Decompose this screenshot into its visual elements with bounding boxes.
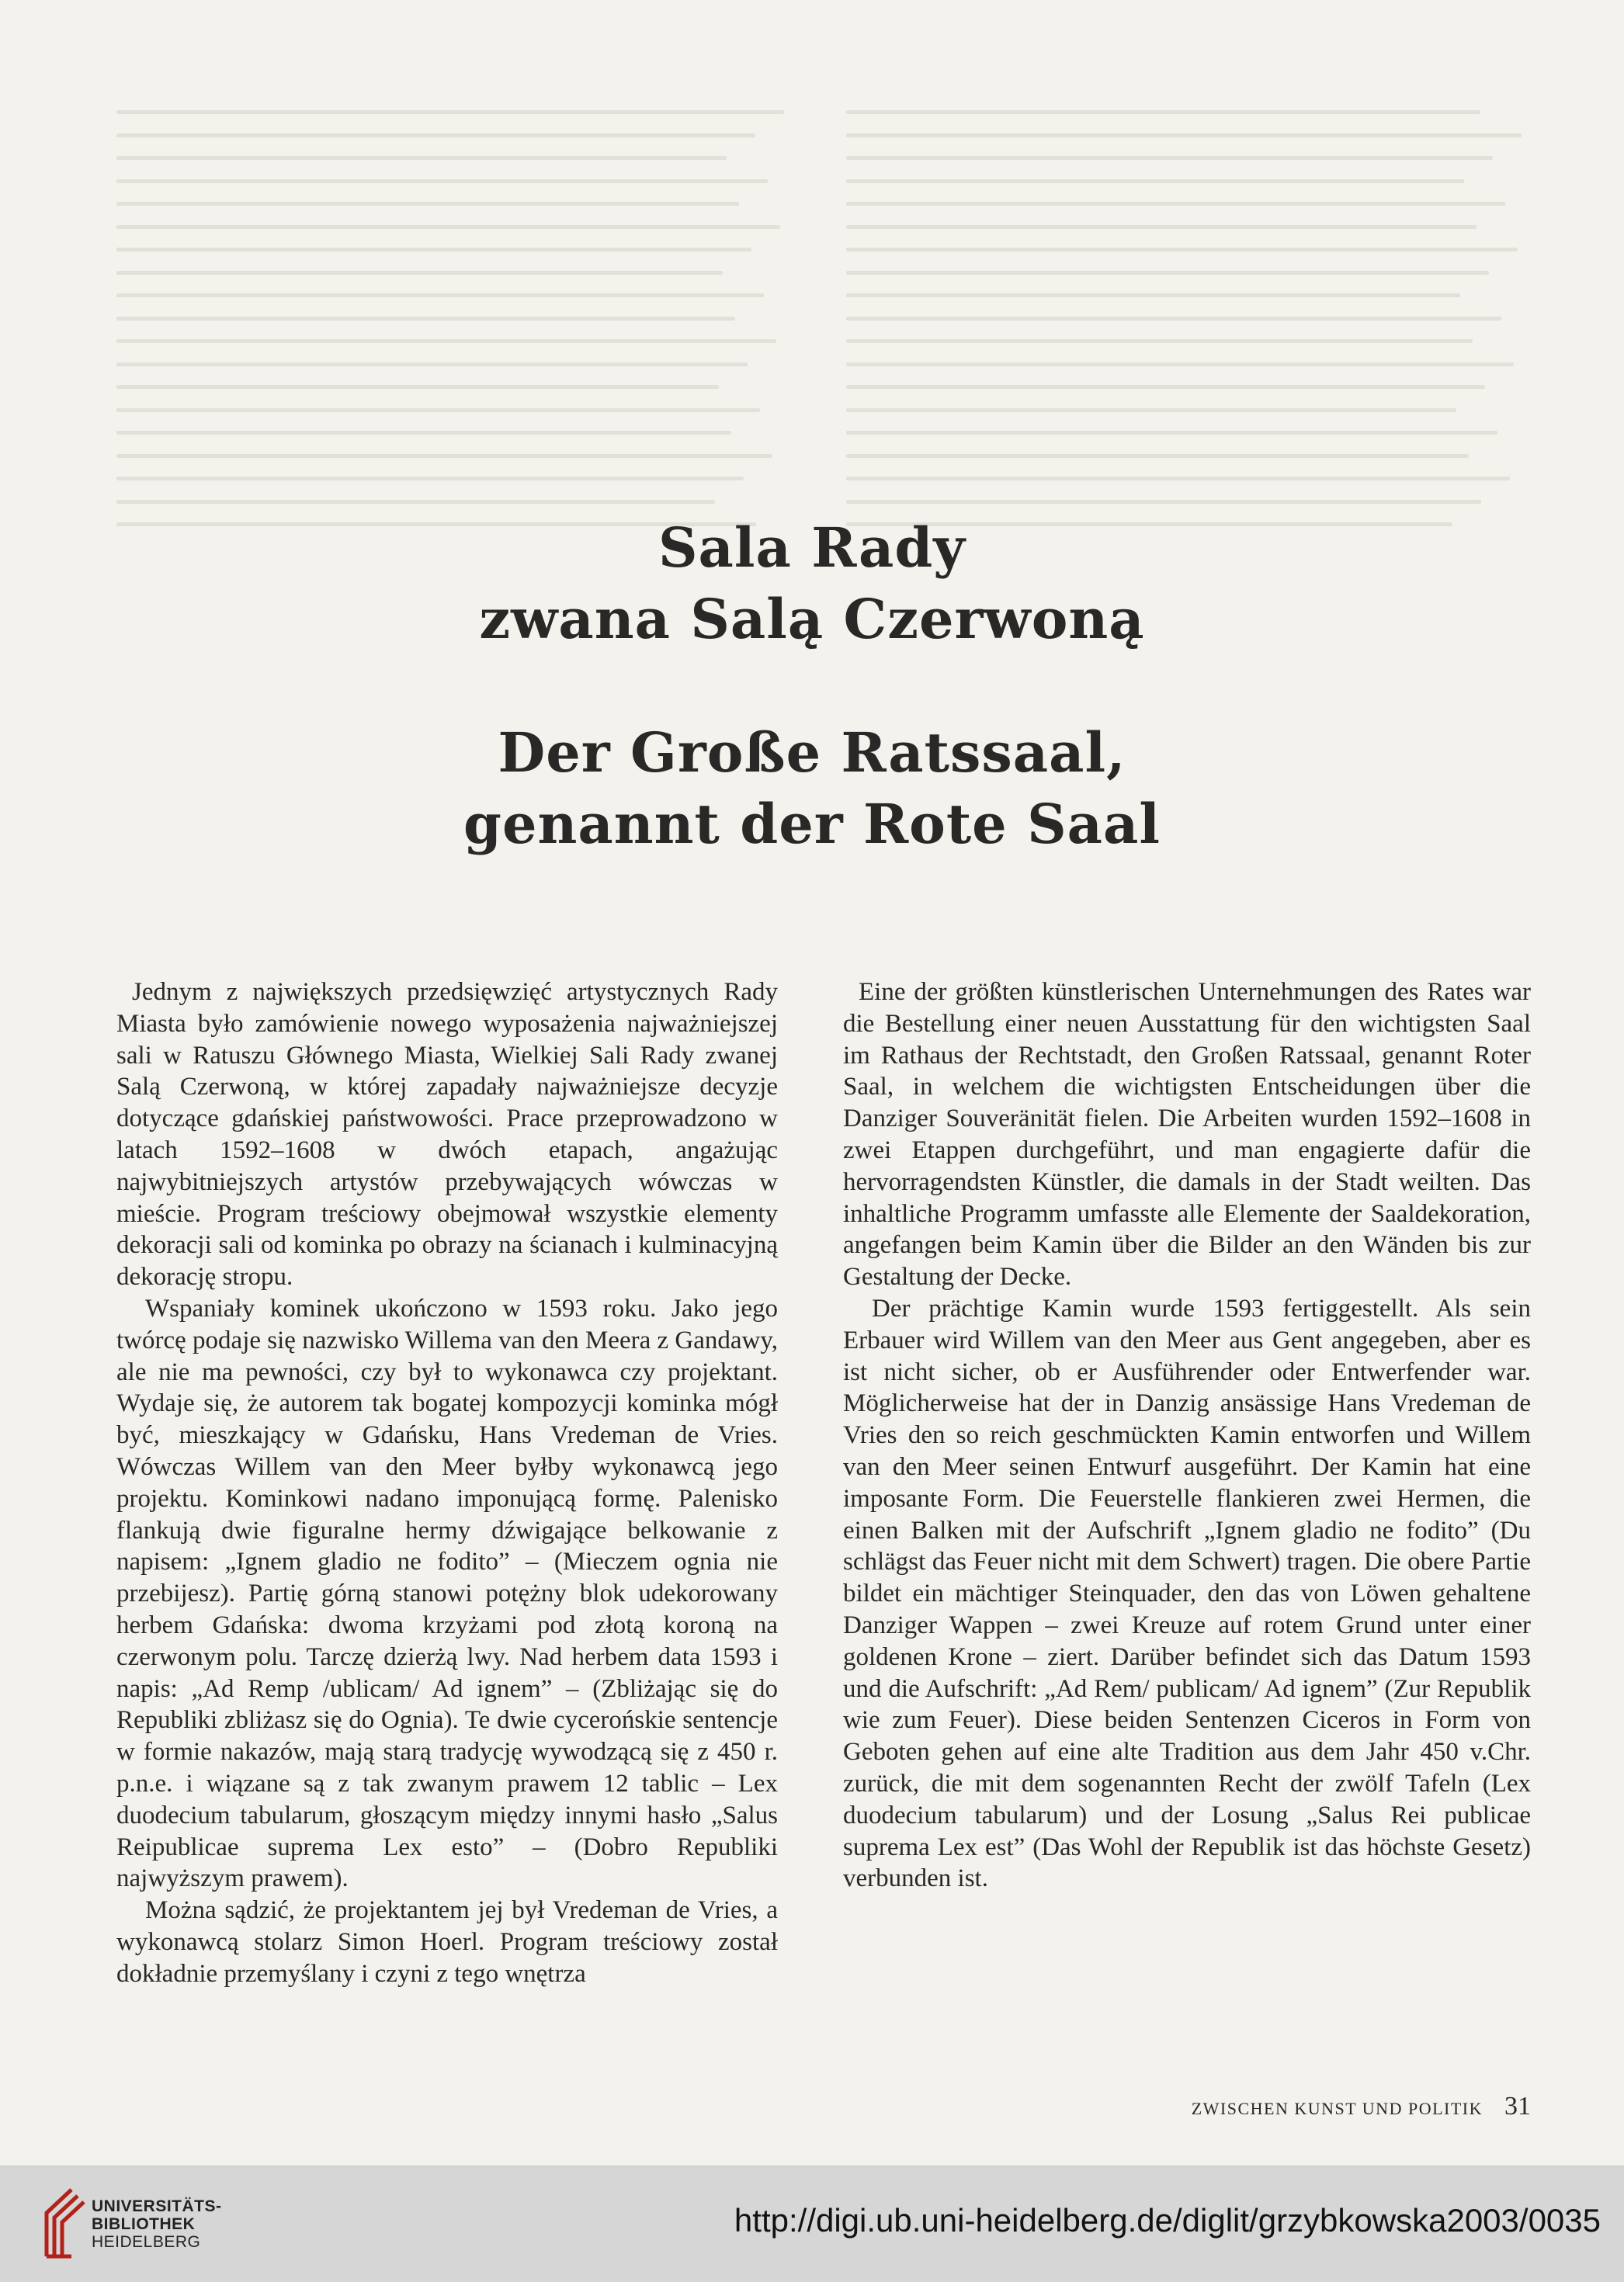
show-through-line <box>116 339 776 343</box>
show-through-line <box>846 362 1514 366</box>
show-through-line <box>846 156 1493 160</box>
polish-text-column <box>116 976 778 1990</box>
german-text-column <box>843 976 1531 1895</box>
library-name-line-2: BIBLIOTHEK <box>92 2215 196 2233</box>
show-through-line <box>116 362 748 366</box>
title-german <box>0 717 1624 860</box>
page-footer <box>1192 2092 1531 2121</box>
polish-paragraph-1: Jednym z największych przedsięwzięć artystycznych Rady Miasta było zamówienie nowego wyposażenia najważniejszej sali w Ratuszu Głównego Miasta, Wielkiej Sali Rady zwanej Salą Czerwoną, w której zapadały najważniejsze decyzje dotyczące gdańskiej państwowości. Prace przeprowadzono w latach 1592–1608 w dwóch etapach, angażując najwybitniejszych artystów przebywających wówczas w mieście. Program treściowy obejmował wszystkie elementy dekoracji sali od kominka po obrazy na ścianach i kulminacyjną dekorację stropu. <box>116 978 778 1292</box>
ub-heidelberg-logo-icon <box>40 2185 87 2263</box>
show-through-line <box>116 225 780 229</box>
show-through-line <box>846 179 1464 183</box>
show-through-line <box>116 134 755 137</box>
show-through-line <box>116 179 768 183</box>
title-german-line-2: genannt der Rote Saal <box>463 792 1161 856</box>
show-through-line <box>846 271 1489 275</box>
polish-paragraph-2: Wspaniały kominek ukończono w 1593 roku. Jako jego twórcę podaje się nazwisko Willema van den Meera z Gandawy, ale nie ma pewności, czy był to wykonawca czy projektant. Wydaje się, że autorem tak bogatej kompozycji kominka mógł być, mieszkający w Gdańsku, Hans Vredeman de Vries. Wówczas Willem van den Meer byłby wykonawcą jego projektu. Kominkowi nadano imponującą formę. Palenisko flankują dwie figuralne hermy dźwigające belkowanie z napisem: „Ignem gladio ne fodito” – (Mieczem ognia nie przebijesz). Partię górną stanowi potężny blok udekorowany herbem Gdańska: dwoma krzyżami pod złotą koroną na czerwonym polu. Tarczę dzierżą lwy. Nad herbem data 1593 i napis: „Ad Remp /ublicam/ Ad ignem” – (Zbliżając się do Republiki zbliżasz się do Ognia). Te dwie cycerońskie sentencje w formie nakazów, mają starą tradycję wywodzącą się z 450 r. p.n.e. i wiązane są z tak zwanym prawem 12 tablic – Lex duodecium tabularum, głoszącym między innymi hasło „Salus Reipublicae suprema Lex esto” – (Dobro Republiki najwyższym prawem). <box>116 1294 778 1893</box>
library-footer-bar <box>0 2166 1624 2282</box>
show-through-line <box>116 248 751 251</box>
show-through-line <box>846 408 1456 412</box>
show-through-line <box>846 202 1505 206</box>
title-polish <box>0 512 1624 655</box>
show-through-line <box>116 500 715 504</box>
title-german-line-1: Der Große Ratssaal, <box>498 720 1126 785</box>
title-polish-line-2: zwana Salą Czerwoną <box>479 587 1145 651</box>
show-through-line <box>846 110 1480 114</box>
show-through-line <box>846 454 1469 458</box>
show-through-line <box>846 248 1518 251</box>
show-through-line <box>116 271 723 275</box>
show-through-line <box>116 202 739 206</box>
show-through-line <box>846 431 1497 435</box>
show-through-line <box>846 339 1473 343</box>
chapter-titles <box>0 512 1624 860</box>
show-through-line <box>116 454 772 458</box>
show-through-line <box>846 500 1481 504</box>
show-through-line <box>116 110 784 114</box>
show-through-line <box>846 317 1501 321</box>
page-number: 31 <box>1504 2092 1531 2121</box>
show-through-line <box>116 317 735 321</box>
library-name-line-3: HEIDELBERG <box>92 2233 201 2251</box>
show-through-line <box>846 293 1460 297</box>
show-through-line <box>116 156 727 160</box>
running-head: ZWISCHEN KUNST UND POLITIK <box>1191 2099 1483 2118</box>
polish-paragraph-3: Można sądzić, że projektantem jej był Vredeman de Vries, a wykonawcą stolarz Simon Hoerl. Program treściowy został dokładnie przemyślany i czyni z tego wnętrza <box>116 1896 778 1988</box>
source-url-link[interactable]: http://digi.ub.uni-heidelberg.de/diglit/grzybkowska2003/0035 <box>734 2202 1601 2239</box>
german-paragraph-1: Eine der größten künstlerischen Unternehmungen des Rates war die Bestellung einer neuen Ausstattung für den wichtigsten Saal im Rathaus der Rechtstadt, den Großen Ratssaal, genannt Roter Saal, in welchem die wichtigsten Entscheidungen über die Danziger Souveränität fielen. Die Arbeiten wurden 1592–1608 in zwei Etappen durchgeführt, und man engagierte dafür die hervorragendsten Künstler, die damals in der Stadt weilten. Das inhaltliche Programm umfasste alle Elemente der Saaldekoration, angefangen beim Kamin über die Bilder an den Wänden bis zur Gestaltung der Decke. <box>843 978 1531 1292</box>
library-name <box>92 2197 222 2251</box>
show-through-line <box>116 293 764 297</box>
show-through-line <box>116 477 744 480</box>
show-through-line <box>846 477 1510 480</box>
show-through-line <box>116 431 731 435</box>
show-through-line <box>116 408 760 412</box>
show-through-line <box>116 385 719 389</box>
show-through-line <box>846 225 1477 229</box>
german-paragraph-2: Der prächtige Kamin wurde 1593 fertiggestellt. Als sein Erbauer wird Willem van den Meer aus Gent angegeben, aber es ist nicht sicher, ob er Ausführender oder Entwerfender war. Möglicherweise hat der in Danzig ansässige Hans Vredeman de Vries den so reich geschmückten Kamin entworfen und Willem van den Meer seinen Entwurf ausgeführt. Der Kamin hat eine imposante Form. Die Feuerstelle flankieren zwei Hermen, die einen Balken mit der Aufschrift „Ignem gladio ne fodito” (Du schlägst das Feuer nicht mit dem Schwert) tragen. Die obere Partie bildet ein mächtiger Steinquader, den das von Löwen gehaltene Danziger Wappen – zwei Kreuze auf rotem Grund unter einer goldenen Krone – ziert. Darüber befindet sich das Datum 1593 und die Aufschrift: „Ad Rem/ publicam/ Ad ignem” (Zur Republik wie zum Feuer). Diese beiden Sentenzen Ciceros in Form von Geboten gehen auf eine alte Tradition aus dem Jahr 450 v.Chr. zurück, die mit dem sogenannten Recht der zwölf Tafeln (Lex duodecium tabularum) und der Losung „Salus Rei publicae suprema Lex est” (Das Wohl der Republik ist das höchste Gesetz) verbunden ist. <box>843 1294 1531 1893</box>
show-through-line <box>846 385 1485 389</box>
show-through-line <box>846 134 1522 137</box>
title-polish-line-1: Sala Rady <box>658 515 966 580</box>
library-name-line-1: UNIVERSITÄTS- <box>92 2197 222 2215</box>
